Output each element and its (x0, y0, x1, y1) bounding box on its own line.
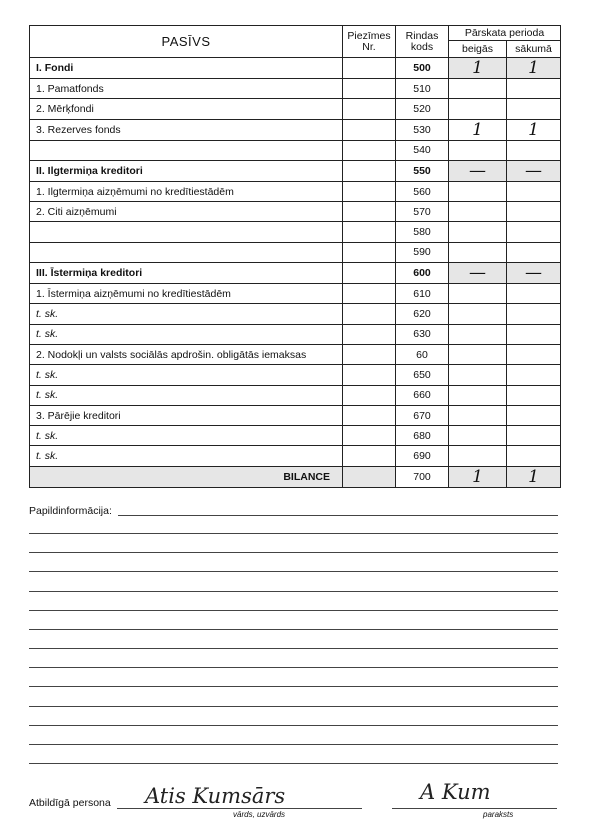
row-start-value: 1 (507, 58, 561, 79)
name-caption: vārds, uzvārds (233, 810, 286, 819)
row-notes (343, 119, 396, 140)
row-start-value (507, 365, 561, 385)
responsible-person-label: Atbildīgā persona (29, 797, 111, 809)
row-label: t. sk. (30, 446, 343, 466)
row-label: t. sk. (30, 385, 343, 405)
row-start-value (507, 344, 561, 364)
table-row (30, 222, 561, 242)
table-row (30, 99, 561, 119)
row-end-value: 1 (449, 58, 507, 79)
fill-line (29, 648, 558, 649)
row-label: I. Fondi (30, 58, 343, 79)
row-end-value (449, 385, 507, 405)
row-code: 660 (396, 385, 449, 405)
row-notes (343, 181, 396, 201)
table-row (30, 344, 561, 364)
name-line (117, 808, 362, 809)
fill-line (29, 571, 558, 572)
fill-line (29, 629, 558, 630)
row-code: 550 (396, 160, 449, 181)
fill-line (29, 763, 558, 764)
row-notes (343, 202, 396, 222)
table-row (30, 405, 561, 425)
row-start-value (507, 426, 561, 446)
row-end-value (449, 324, 507, 344)
row-start-value (507, 284, 561, 304)
row-code: 650 (396, 365, 449, 385)
table-row (30, 58, 561, 79)
row-label: 3. Pārējie kreditori (30, 405, 343, 425)
row-label: BILANCE (30, 466, 343, 487)
row-label: 1. Pamatfonds (30, 79, 343, 99)
table-row (30, 263, 561, 284)
row-code: 680 (396, 426, 449, 446)
row-end-value (449, 446, 507, 466)
row-code: 610 (396, 284, 449, 304)
row-code: 580 (396, 222, 449, 242)
row-label (30, 222, 343, 242)
row-label: t. sk. (30, 365, 343, 385)
row-start-value (507, 446, 561, 466)
table-row (30, 466, 561, 487)
row-code: 600 (396, 263, 449, 284)
notes-column-header: Piezīmes Nr. (343, 26, 396, 58)
row-end-value (449, 304, 507, 324)
row-end-value (449, 405, 507, 425)
table-row (30, 446, 561, 466)
row-start-value (507, 99, 561, 119)
row-notes (343, 160, 396, 181)
row-code: 510 (396, 79, 449, 99)
row-end-value (449, 181, 507, 201)
row-notes (343, 222, 396, 242)
table-row (30, 304, 561, 324)
row-code: 560 (396, 181, 449, 201)
row-label: 2. Mērķfondi (30, 99, 343, 119)
row-label: 3. Rezerves fonds (30, 119, 343, 140)
row-start-value: — (507, 263, 561, 284)
row-start-value (507, 79, 561, 99)
row-end-value (449, 79, 507, 99)
row-label: t. sk. (30, 324, 343, 344)
row-notes (343, 58, 396, 79)
fill-line (29, 667, 558, 668)
table-row (30, 365, 561, 385)
row-notes (343, 79, 396, 99)
row-label: III. Īstermiņa kreditori (30, 263, 343, 284)
row-start-value (507, 140, 561, 160)
row-code: 570 (396, 202, 449, 222)
signature-line (392, 808, 557, 809)
table-title: PASĪVS (30, 26, 343, 58)
table-row (30, 324, 561, 344)
row-label: 2. Citi aizņēmumi (30, 202, 343, 222)
row-notes (343, 324, 396, 344)
row-end-value (449, 284, 507, 304)
table-row (30, 284, 561, 304)
row-code: 700 (396, 466, 449, 487)
row-label: II. Ilgtermiņa kreditori (30, 160, 343, 181)
row-notes (343, 242, 396, 262)
row-notes (343, 466, 396, 487)
row-label: t. sk. (30, 426, 343, 446)
row-label: 1. Īstermiņa aizņēmumi no kredītiestādēm (30, 284, 343, 304)
row-notes (343, 140, 396, 160)
additional-info-label: Papildinformācija: (29, 505, 112, 517)
fill-line (29, 686, 558, 687)
row-code: 590 (396, 242, 449, 262)
row-start-value (507, 181, 561, 201)
row-end-value: — (449, 160, 507, 181)
fill-line (29, 744, 558, 745)
handwritten-name: Atis Kumsārs (145, 784, 286, 808)
table-row (30, 385, 561, 405)
fill-line (29, 591, 558, 592)
row-code: 620 (396, 304, 449, 324)
row-end-value (449, 344, 507, 364)
row-start-value (507, 222, 561, 242)
table-row (30, 426, 561, 446)
row-code: 530 (396, 119, 449, 140)
row-notes (343, 99, 396, 119)
row-start-value: — (507, 160, 561, 181)
row-start-value (507, 304, 561, 324)
fill-line (29, 552, 558, 553)
row-end-value: — (449, 263, 507, 284)
code-column-header: Rindas kods (396, 26, 449, 58)
row-end-value: 1 (449, 466, 507, 487)
row-end-value: 1 (449, 119, 507, 140)
row-code: 690 (396, 446, 449, 466)
row-code: 60 (396, 344, 449, 364)
row-code: 500 (396, 58, 449, 79)
table-row (30, 160, 561, 181)
table-row (30, 202, 561, 222)
row-start-value (507, 405, 561, 425)
row-notes (343, 446, 396, 466)
row-end-value (449, 222, 507, 242)
row-end-value (449, 99, 507, 119)
row-label: 1. Ilgtermiņa aizņēmumi no kredītiestādēm (30, 181, 343, 201)
row-notes (343, 284, 396, 304)
row-notes (343, 344, 396, 364)
fill-line (29, 706, 558, 707)
row-notes (343, 304, 396, 324)
fill-line (118, 515, 558, 516)
table-row (30, 119, 561, 140)
table-row (30, 242, 561, 262)
row-end-value (449, 202, 507, 222)
row-label (30, 140, 343, 160)
row-notes (343, 426, 396, 446)
table-row (30, 79, 561, 99)
row-end-value (449, 242, 507, 262)
row-label: t. sk. (30, 304, 343, 324)
handwritten-signature: A Kum (420, 780, 491, 804)
row-start-value (507, 202, 561, 222)
row-start-value: 1 (507, 119, 561, 140)
row-notes (343, 385, 396, 405)
row-end-value (449, 365, 507, 385)
row-code: 670 (396, 405, 449, 425)
period-column-header: Pārskata perioda (449, 26, 561, 41)
row-start-value (507, 242, 561, 262)
row-start-value: 1 (507, 466, 561, 487)
row-label (30, 242, 343, 262)
fill-line (29, 610, 558, 611)
row-start-value (507, 385, 561, 405)
table-row (30, 140, 561, 160)
row-label: 2. Nodokļi un valsts sociālās apdrošin. obligātās iemaksas (30, 344, 343, 364)
row-notes (343, 263, 396, 284)
fill-line (29, 725, 558, 726)
row-notes (343, 405, 396, 425)
period-start-header: sākumā (507, 41, 561, 58)
liabilities-table (29, 25, 561, 488)
row-notes (343, 365, 396, 385)
row-code: 630 (396, 324, 449, 344)
row-code: 540 (396, 140, 449, 160)
period-end-header: beigās (449, 41, 507, 58)
row-end-value (449, 426, 507, 446)
row-start-value (507, 324, 561, 344)
row-code: 520 (396, 99, 449, 119)
signature-caption: paraksts (483, 810, 514, 819)
row-end-value (449, 140, 507, 160)
fill-line (29, 533, 558, 534)
table-row (30, 181, 561, 201)
